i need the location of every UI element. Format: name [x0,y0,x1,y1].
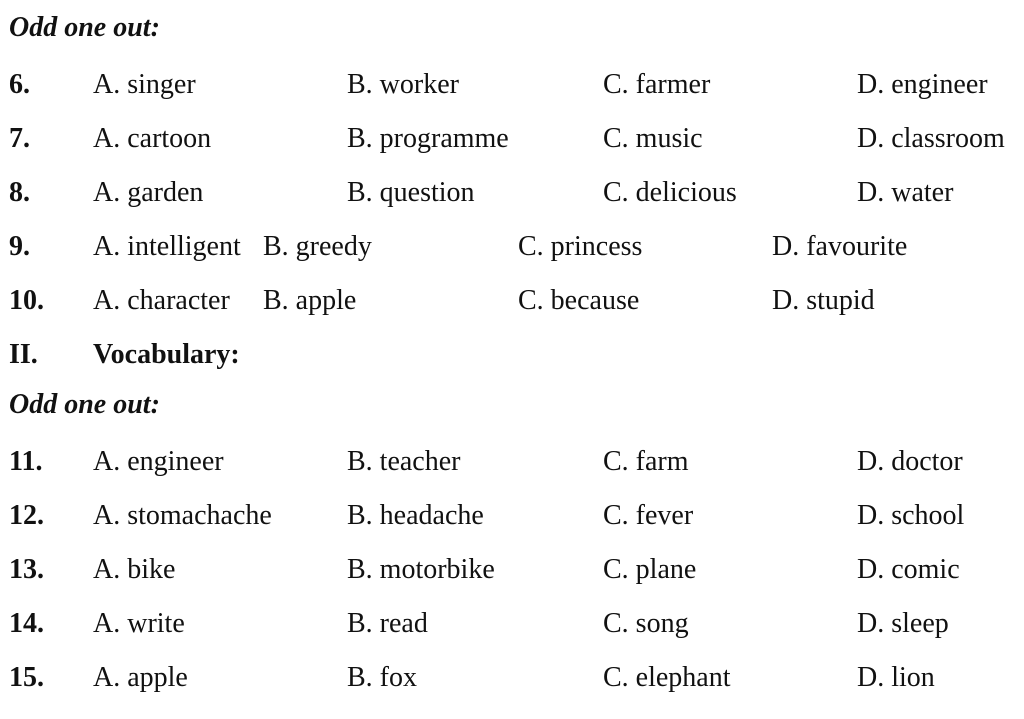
question-row [0,279,1024,323]
question-row [0,225,1024,269]
option-d: D. lion [857,662,935,693]
option-c: C. delicious [603,177,737,208]
option-d: D. favourite [772,231,908,262]
option-b: B. fox [347,662,417,693]
question-number: 14. [9,608,44,639]
question-number: 7. [9,123,30,154]
question-number: 6. [9,69,30,100]
option-b: B. apple [263,285,357,316]
option-a: A. intelligent [93,231,241,262]
option-b: B. headache [347,500,484,531]
option-a: A. singer [93,69,196,100]
option-d: D. classroom [857,123,1005,154]
option-a: A. write [93,608,185,639]
question-number: 8. [9,177,30,208]
option-d: D. engineer [857,69,988,100]
odd-one-out-heading: Odd one out: [9,389,160,420]
question-number: 12. [9,500,44,531]
option-b: B. programme [347,123,509,154]
question-number: 15. [9,662,44,693]
question-number: 13. [9,554,44,585]
section-title: Vocabulary: [93,339,240,370]
question-number: 11. [9,446,43,477]
option-c: C. music [603,123,703,154]
option-c: C. because [518,285,640,316]
option-c: C. princess [518,231,643,262]
section-heading [0,333,1024,377]
option-d: D. school [857,500,965,531]
option-c: C. elephant [603,662,731,693]
question-row [0,548,1024,592]
question-row [0,494,1024,538]
option-a: A. bike [93,554,176,585]
option-b: B. worker [347,69,459,100]
option-a: A. garden [93,177,204,208]
option-d: D. doctor [857,446,963,477]
option-a: A. stomachache [93,500,272,531]
option-b: B. teacher [347,446,461,477]
question-row [0,440,1024,484]
odd-one-out-heading: Odd one out: [9,12,160,43]
option-c: C. plane [603,554,697,585]
option-a: A. character [93,285,230,316]
question-row [0,602,1024,646]
option-a: A. apple [93,662,188,693]
option-c: C. farm [603,446,689,477]
option-b: B. greedy [263,231,372,262]
question-row [0,171,1024,215]
option-d: D. stupid [772,285,875,316]
question-number: 10. [9,285,44,316]
option-b: B. motorbike [347,554,495,585]
question-row [0,63,1024,107]
option-a: A. engineer [93,446,224,477]
question-number: 9. [9,231,30,262]
option-a: A. cartoon [93,123,212,154]
question-row [0,117,1024,161]
option-d: D. comic [857,554,960,585]
option-c: C. song [603,608,689,639]
section-number: II. [9,339,38,370]
question-row [0,656,1024,700]
option-c: C. fever [603,500,694,531]
option-d: D. sleep [857,608,949,639]
option-c: C. farmer [603,69,711,100]
option-d: D. water [857,177,954,208]
option-b: B. question [347,177,475,208]
option-b: B. read [347,608,428,639]
